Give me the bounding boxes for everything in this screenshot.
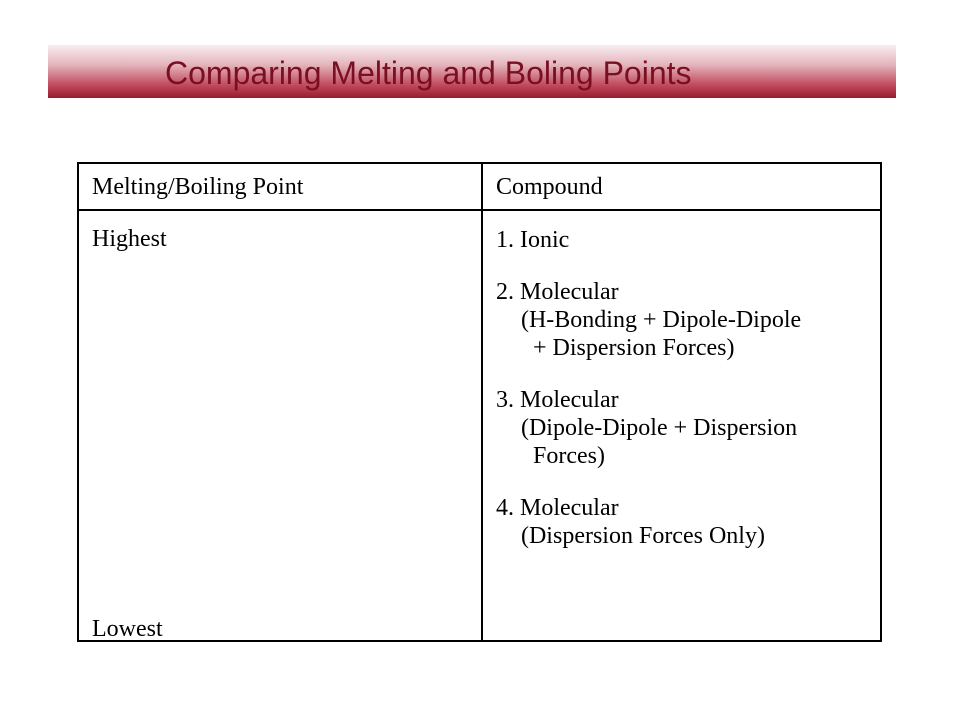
- list-item: [496, 278, 872, 362]
- table-row: [78, 210, 881, 641]
- point-cell: [78, 210, 482, 641]
- compound-label: 1. Ionic: [495, 227, 570, 253]
- compound-label: 2. Molecular: [495, 279, 619, 305]
- list-item: [496, 494, 872, 550]
- table-header-row: [78, 163, 881, 210]
- highest-label: Highest: [92, 226, 167, 252]
- header-cell-point: [78, 163, 482, 210]
- title-bar: [48, 45, 896, 98]
- column-header: Melting/Boiling Point: [92, 174, 304, 200]
- list-item: [496, 226, 872, 254]
- column-header: Compound: [495, 174, 603, 200]
- compound-detail: (Dipole-Dipole + Dispersion Forces): [520, 415, 798, 469]
- compound-list: [496, 226, 872, 574]
- comparison-table: [77, 162, 882, 642]
- list-item: [496, 386, 872, 470]
- compound-label: 4. Molecular: [495, 495, 619, 521]
- header-cell-compound: [482, 163, 881, 210]
- lowest-label: Lowest: [92, 616, 163, 642]
- compound-cell: [482, 210, 881, 641]
- compound-detail: (Dispersion Forces Only): [520, 523, 765, 549]
- compound-detail: (H-Bonding + Dipole-Dipole + Dispersion Forces): [520, 307, 802, 361]
- slide-title: Comparing Melting and Boling Points: [165, 55, 692, 91]
- compound-label: 3. Molecular: [495, 387, 619, 413]
